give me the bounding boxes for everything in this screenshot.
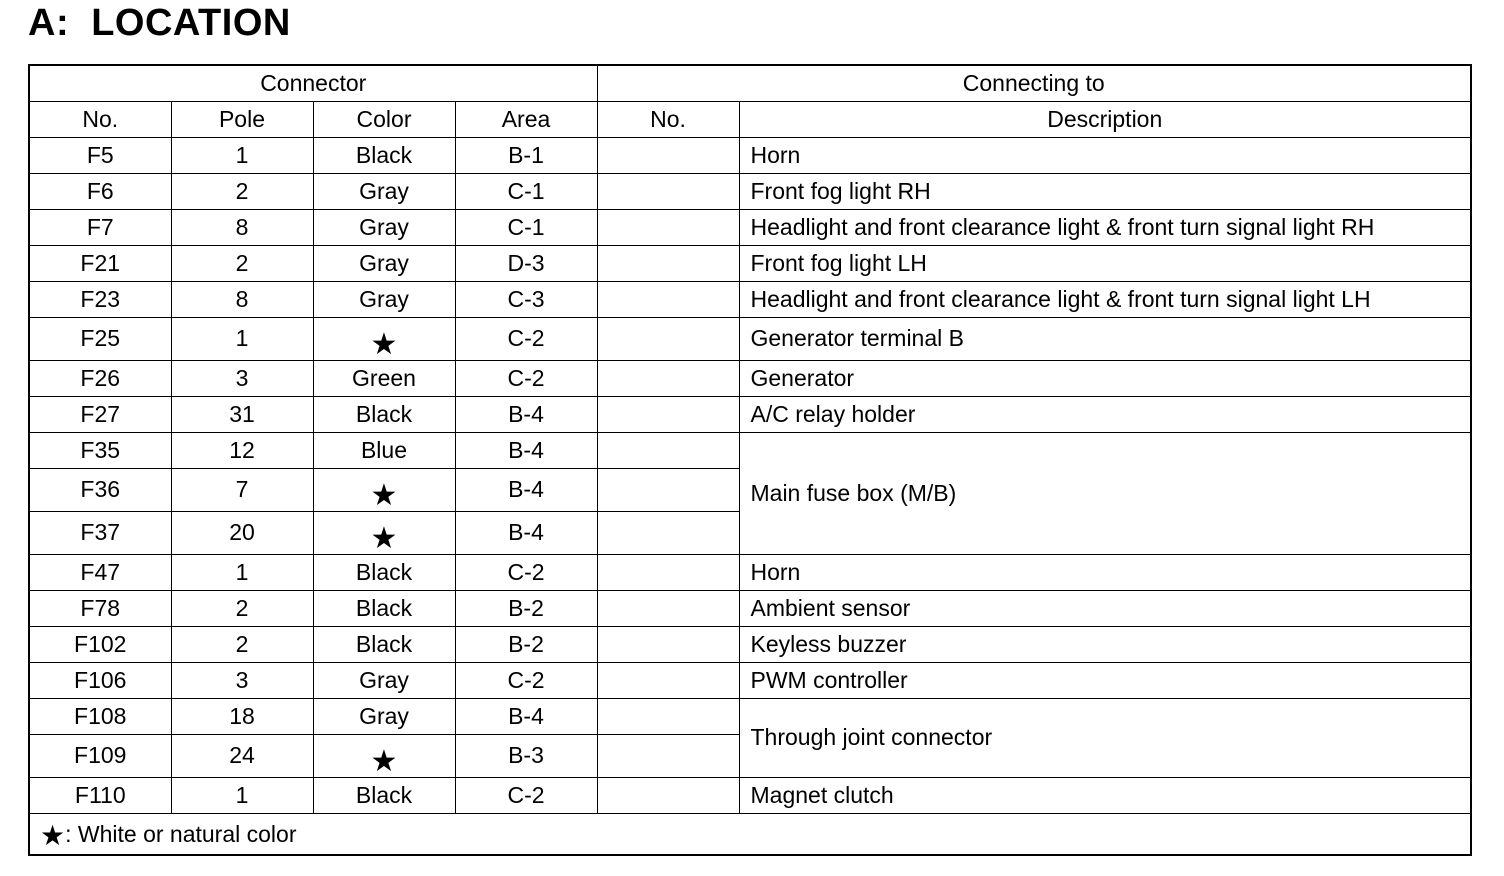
cell-pole: 18 (171, 698, 313, 734)
cell-pole: 3 (171, 360, 313, 396)
cell-pole: 31 (171, 396, 313, 432)
cell-area: C-3 (455, 281, 597, 317)
page-title: A: LOCATION (28, 2, 291, 44)
cell-pole: 12 (171, 432, 313, 468)
cell-area: C-1 (455, 209, 597, 245)
cell-connecting-no (597, 468, 739, 511)
table-row (29, 209, 1471, 245)
cell-area: B-2 (455, 626, 597, 662)
cell-connecting-no (597, 554, 739, 590)
cell-color: Black (313, 554, 455, 590)
cell-no: F78 (29, 590, 171, 626)
table-row (29, 396, 1471, 432)
cell-connecting-no (597, 626, 739, 662)
footnote-row (29, 813, 1471, 855)
cell-pole: 8 (171, 281, 313, 317)
cell-connecting-no (597, 698, 739, 734)
star-icon: ★ (370, 521, 398, 554)
col-header-pole: Pole (171, 101, 313, 137)
cell-description: Through joint connector (739, 698, 1471, 777)
cell-pole: 2 (171, 173, 313, 209)
cell-connecting-no (597, 317, 739, 360)
cell-description: A/C relay holder (739, 396, 1471, 432)
cell-description: Headlight and front clearance light & front turn signal light LH (739, 281, 1471, 317)
cell-no: F47 (29, 554, 171, 590)
cell-area: B-4 (455, 468, 597, 511)
cell-pole: 3 (171, 662, 313, 698)
table-row (29, 698, 1471, 734)
star-icon: ★ (370, 478, 398, 511)
cell-connecting-no (597, 209, 739, 245)
cell-description: Magnet clutch (739, 777, 1471, 813)
table-row (29, 360, 1471, 396)
cell-description: Keyless buzzer (739, 626, 1471, 662)
cell-pole: 1 (171, 137, 313, 173)
star-icon: ★ (370, 744, 398, 777)
cell-color: Black (313, 396, 455, 432)
cell-no: F36 (29, 468, 171, 511)
cell-description: Ambient sensor (739, 590, 1471, 626)
cell-color (313, 468, 455, 511)
cell-area: B-4 (455, 511, 597, 554)
cell-pole: 20 (171, 511, 313, 554)
cell-color: Black (313, 590, 455, 626)
table-row (29, 777, 1471, 813)
table-row (29, 281, 1471, 317)
cell-area: B-2 (455, 590, 597, 626)
cell-color: Black (313, 626, 455, 662)
cell-pole: 1 (171, 554, 313, 590)
cell-connecting-no (597, 245, 739, 281)
table-row (29, 432, 1471, 468)
cell-no: F35 (29, 432, 171, 468)
cell-color (313, 511, 455, 554)
cell-color: Green (313, 360, 455, 396)
table-row (29, 662, 1471, 698)
table-row (29, 245, 1471, 281)
cell-area: C-2 (455, 360, 597, 396)
cell-area: C-1 (455, 173, 597, 209)
column-header-row (29, 101, 1471, 137)
group-header-row (29, 65, 1471, 101)
table-row (29, 626, 1471, 662)
cell-color: Gray (313, 662, 455, 698)
cell-no: F23 (29, 281, 171, 317)
cell-color: Black (313, 777, 455, 813)
cell-pole: 24 (171, 734, 313, 777)
cell-connecting-no (597, 777, 739, 813)
cell-area: C-2 (455, 554, 597, 590)
cell-connecting-no (597, 432, 739, 468)
cell-no: F37 (29, 511, 171, 554)
cell-no: F109 (29, 734, 171, 777)
cell-area: D-3 (455, 245, 597, 281)
cell-connecting-no (597, 590, 739, 626)
table-row (29, 554, 1471, 590)
cell-color (313, 317, 455, 360)
cell-area: B-4 (455, 432, 597, 468)
cell-pole: 1 (171, 317, 313, 360)
star-icon: ★ (40, 820, 66, 852)
col-header-area: Area (455, 101, 597, 137)
cell-connecting-no (597, 173, 739, 209)
cell-no: F6 (29, 173, 171, 209)
cell-no: F108 (29, 698, 171, 734)
cell-color: Gray (313, 245, 455, 281)
cell-area: B-3 (455, 734, 597, 777)
cell-area: C-2 (455, 317, 597, 360)
cell-color: Gray (313, 281, 455, 317)
cell-description: Front fog light RH (739, 173, 1471, 209)
cell-description: Generator (739, 360, 1471, 396)
cell-area: B-4 (455, 396, 597, 432)
cell-connecting-no (597, 396, 739, 432)
cell-area: C-2 (455, 777, 597, 813)
cell-pole: 2 (171, 245, 313, 281)
cell-connecting-no (597, 281, 739, 317)
cell-description: PWM controller (739, 662, 1471, 698)
cell-no: F21 (29, 245, 171, 281)
cell-no: F25 (29, 317, 171, 360)
cell-no: F102 (29, 626, 171, 662)
col-header-no: No. (29, 101, 171, 137)
cell-description: Generator terminal B (739, 317, 1471, 360)
connector-table (28, 64, 1472, 856)
cell-connecting-no (597, 137, 739, 173)
cell-no: F5 (29, 137, 171, 173)
connecting-to-group-header: Connecting to (597, 65, 1471, 101)
cell-area: B-1 (455, 137, 597, 173)
cell-connecting-no (597, 511, 739, 554)
col-header-color: Color (313, 101, 455, 137)
cell-pole: 7 (171, 468, 313, 511)
footnote-text: : White or natural color (65, 821, 297, 848)
cell-color (313, 734, 455, 777)
cell-description: Main fuse box (M/B) (739, 432, 1471, 554)
footnote (29, 813, 1471, 855)
cell-no: F106 (29, 662, 171, 698)
cell-description: Headlight and front clearance light & front turn signal light RH (739, 209, 1471, 245)
cell-connecting-no (597, 662, 739, 698)
cell-pole: 1 (171, 777, 313, 813)
cell-connecting-no (597, 734, 739, 777)
cell-area: C-2 (455, 662, 597, 698)
cell-pole: 8 (171, 209, 313, 245)
connector-group-header: Connector (29, 65, 597, 101)
cell-color: Gray (313, 173, 455, 209)
cell-color: Blue (313, 432, 455, 468)
table-row (29, 317, 1471, 360)
col-header-connecting-no: No. (597, 101, 739, 137)
cell-connecting-no (597, 360, 739, 396)
cell-color: Gray (313, 209, 455, 245)
cell-area: B-4 (455, 698, 597, 734)
cell-description: Horn (739, 554, 1471, 590)
cell-no: F26 (29, 360, 171, 396)
cell-no: F27 (29, 396, 171, 432)
cell-color: Gray (313, 698, 455, 734)
table-row (29, 173, 1471, 209)
table-row (29, 137, 1471, 173)
cell-description: Horn (739, 137, 1471, 173)
cell-description: Front fog light LH (739, 245, 1471, 281)
cell-pole: 2 (171, 626, 313, 662)
col-header-description: Description (739, 101, 1471, 137)
cell-color: Black (313, 137, 455, 173)
cell-no: F7 (29, 209, 171, 245)
cell-no: F110 (29, 777, 171, 813)
star-icon: ★ (370, 327, 398, 360)
cell-pole: 2 (171, 590, 313, 626)
table-row (29, 590, 1471, 626)
